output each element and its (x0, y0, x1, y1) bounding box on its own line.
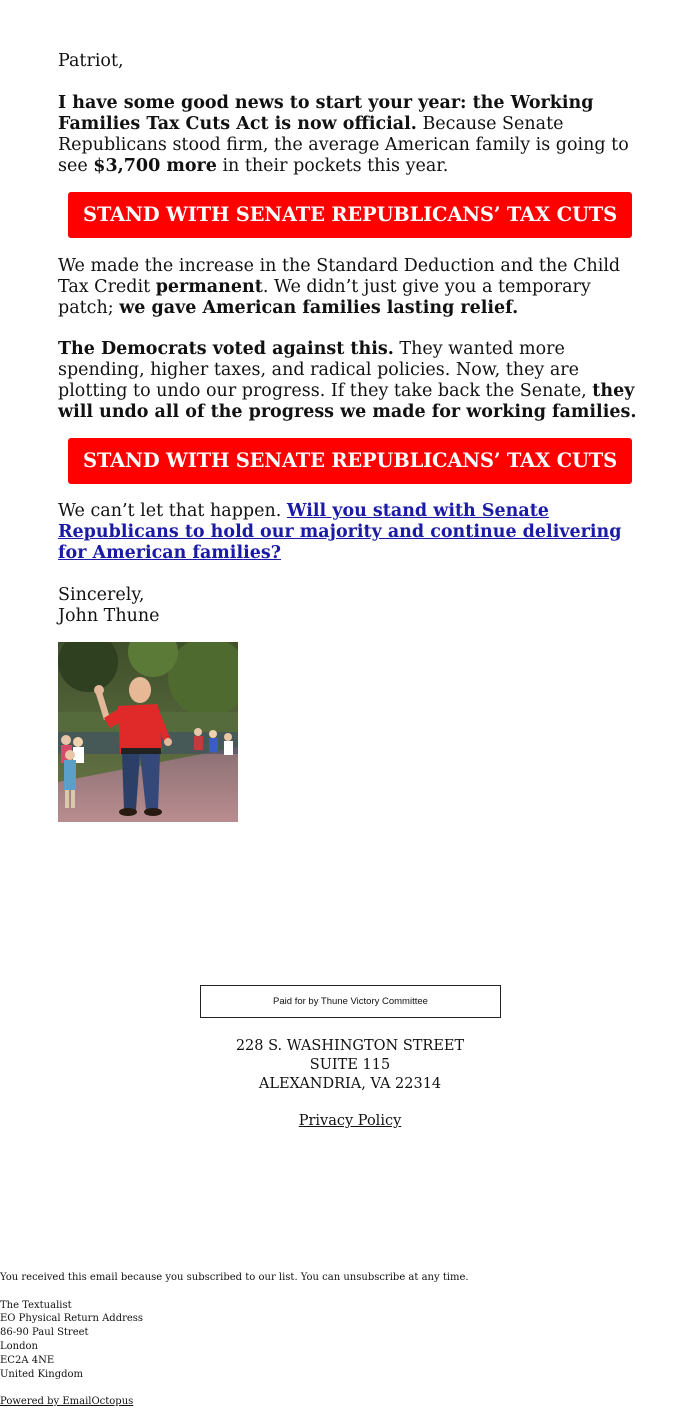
stand-with-republicans-button[interactable]: STAND WITH SENATE REPUBLICANS’ TAX CUTS (68, 192, 632, 238)
signature-name: John Thune (58, 606, 160, 626)
bold-relief: we gave American families lasting relief. (119, 298, 519, 318)
paragraph-text: We can’t let that happen. (58, 501, 287, 521)
bold-lead: The Democrats voted against this. (58, 339, 394, 359)
paragraph-text: in their pockets this year. (216, 156, 449, 176)
paragraph-permanent (58, 256, 640, 319)
paid-for-disclaimer: Paid for by Thune Victory Committee (200, 985, 501, 1018)
sender-line: The Textualist (0, 1299, 72, 1311)
email-footer (0, 1271, 469, 1409)
address-line: SUITE 115 (309, 1057, 391, 1073)
paragraph-text: We made the increase in the Standard Deduction and the Child Tax Credit (58, 256, 621, 297)
paragraph-text: Because Senate Republicans stood firm, the average American family is going to see (58, 114, 629, 176)
closing: Sincerely, (58, 585, 145, 605)
paragraph-good-news (58, 93, 640, 177)
sender-line: London (0, 1340, 38, 1352)
signature-block (58, 585, 160, 627)
bold-lead: I have some good news to start your year: the Working Families Tax Cuts Act is now official. (58, 93, 594, 134)
stand-with-us-link[interactable]: Will you stand with Senate Republicans to hold our majority and continue delivering for American families? (58, 501, 622, 563)
greeting: Patriot, (58, 51, 124, 71)
paragraph-text: . We didn’t just give you a temporary patch; (58, 277, 591, 318)
powered-by (0, 1395, 469, 1409)
sender-line: EO Physical Return Address (0, 1313, 144, 1325)
sender-line: 86-90 Paul Street (0, 1327, 89, 1339)
bold-permanent: permanent (155, 277, 263, 297)
paragraph-democrats (58, 339, 640, 423)
sender-line: EC2A 4NE (0, 1354, 55, 1366)
bold-undo: they will undo all of the progress we made for working families. (58, 381, 637, 422)
paragraph-ask (58, 501, 640, 564)
mailing-address (0, 1037, 700, 1094)
senator-photo (58, 642, 238, 822)
senator-photo-image (58, 642, 238, 822)
privacy-policy-link[interactable]: Privacy Policy (298, 1113, 402, 1129)
sender-line: United Kingdom (0, 1368, 83, 1380)
address-line: ALEXANDRIA, VA 22314 (258, 1076, 442, 1092)
privacy-policy (0, 1113, 700, 1129)
stand-with-republicans-button[interactable]: STAND WITH SENATE REPUBLICANS’ TAX CUTS (68, 438, 632, 484)
address-line: 228 S. WASHINGTON STREET (235, 1038, 465, 1054)
bold-amount: $3,700 more (93, 156, 217, 176)
powered-by-link[interactable]: Powered by EmailOctopus (0, 1396, 134, 1408)
subscription-note: You received this email because you subscribed to our list. You can unsubscribe at any time. (0, 1272, 469, 1283)
paragraph-text: They wanted more spending, higher taxes, and radical policies. Now, they are plotting to undo our progress. If they take back the Senate, (58, 339, 593, 401)
